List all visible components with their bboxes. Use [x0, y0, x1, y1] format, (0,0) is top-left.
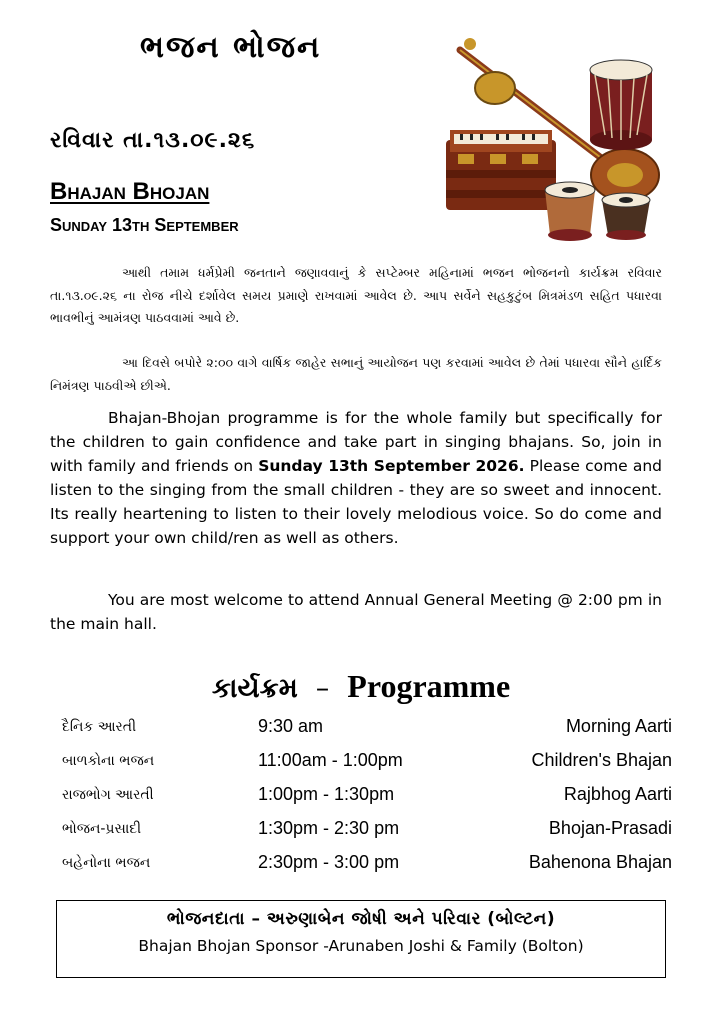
- programme-heading: [0, 668, 722, 705]
- programme-heading-dash: –: [315, 673, 330, 704]
- programme-schedule: [62, 713, 672, 883]
- english-paragraph-1: Bhajan-Bhojan programme is for the whole family but specifically for the children to gain confidence and take part in singing bhajans. So, join in with family and friends on Sunday 13th September 2026. Please come and listen to the singing from the small children - they are so sweet and innocent. Its really heartening to listen to their lovely melodious voice. So do come and support your own child/ren as well as others.: [50, 409, 662, 547]
- gujarati-paragraph-2: આ દિવસે બપોરે ૨:૦૦ વાગે વાર્ષિક જાહેર સભાનું આયોજન પણ કરવામાં આવેલ છે તેમાં પધારવા સૌને હાર્દિક નિમંત્રણ પાઠવીએ છીએ.: [50, 355, 662, 393]
- event-date-bold: Sunday 13th September 2026.: [258, 457, 525, 475]
- gujarati-title: ભજન ભોજન: [140, 30, 322, 65]
- schedule-gujarati-name: રાજભોગ આરતી: [62, 787, 154, 803]
- schedule-time: 1:30pm - 2:30 pm: [258, 818, 400, 838]
- schedule-english-name: Morning Aarti: [565, 716, 672, 736]
- schedule-time: 2:30pm - 3:00 pm: [258, 852, 400, 872]
- gujarati-date: રવિવાર તા.૧૩.૦૯.૨૬: [50, 128, 256, 153]
- schedule-english-name: Bhojan-Prasadi: [548, 818, 672, 838]
- schedule-gujarati-name: બહેનોના ભજન: [62, 855, 151, 871]
- schedule-english-name: Children's Bhajan: [531, 750, 672, 770]
- programme-heading-english: Programme: [347, 668, 511, 704]
- programme-heading-gujarati: કાર્યક્રમ: [211, 673, 298, 704]
- english-paragraph-2: You are most welcome to attend Annual General Meeting @ 2:00 pm in the main hall.: [50, 591, 662, 633]
- schedule-gujarati-name: બાળકોના ભજન: [62, 753, 155, 769]
- english-title: Bhajan Bhojan: [50, 178, 210, 205]
- schedule-time: 11:00am - 1:00pm: [258, 750, 403, 770]
- schedule-row: [62, 781, 672, 815]
- sponsor-box: [56, 900, 666, 978]
- harmonium-icon: [446, 130, 556, 210]
- dholak-icon: [590, 60, 652, 150]
- sponsor-english: Bhajan Bhojan Sponsor -Arunaben Joshi & Family (Bolton): [138, 937, 584, 955]
- english-date: Sunday 13th September: [50, 215, 239, 235]
- schedule-english-name: Rajbhog Aarti: [563, 784, 672, 804]
- schedule-gujarati-name: દૈનિક આરતી: [62, 719, 137, 735]
- schedule-row: [62, 815, 672, 849]
- schedule-english-name: Bahenona Bhajan: [528, 852, 672, 872]
- gujarati-paragraph-1: આથી તમામ ધર્મપ્રેમી જનતાને જણાવવાનું કે સપ્ટેમ્બર મહિનામાં ભજન ભોજનનો કાર્યક્રમ રવિવાર તા.૧૩.૦૯.૨૬ ના રોજ નીચે દર્શાવેલ સમય પ્રમાણે રાખવામાં આવેલ છે. આપ સર્વેને સહકુટુંબ મિત્રમંડળ સહિત પધારવા ભાવભીનું આમંત્રણ પાઠવવામાં આવે છે.: [50, 265, 662, 325]
- schedule-row: [62, 747, 672, 781]
- schedule-gujarati-name: ભોજન-પ્રસાદી: [62, 821, 142, 837]
- sponsor-gujarati: ભોજનદાતા – અરુણાબેન જોષી અને પરિવાર (બોલ્ટન): [166, 909, 556, 929]
- indian-musical-instruments-icon: [440, 30, 670, 245]
- schedule-row: [62, 713, 672, 747]
- schedule-time: 1:00pm - 1:30pm: [258, 784, 395, 804]
- schedule-time: 9:30 am: [258, 716, 324, 736]
- schedule-row: [62, 849, 672, 883]
